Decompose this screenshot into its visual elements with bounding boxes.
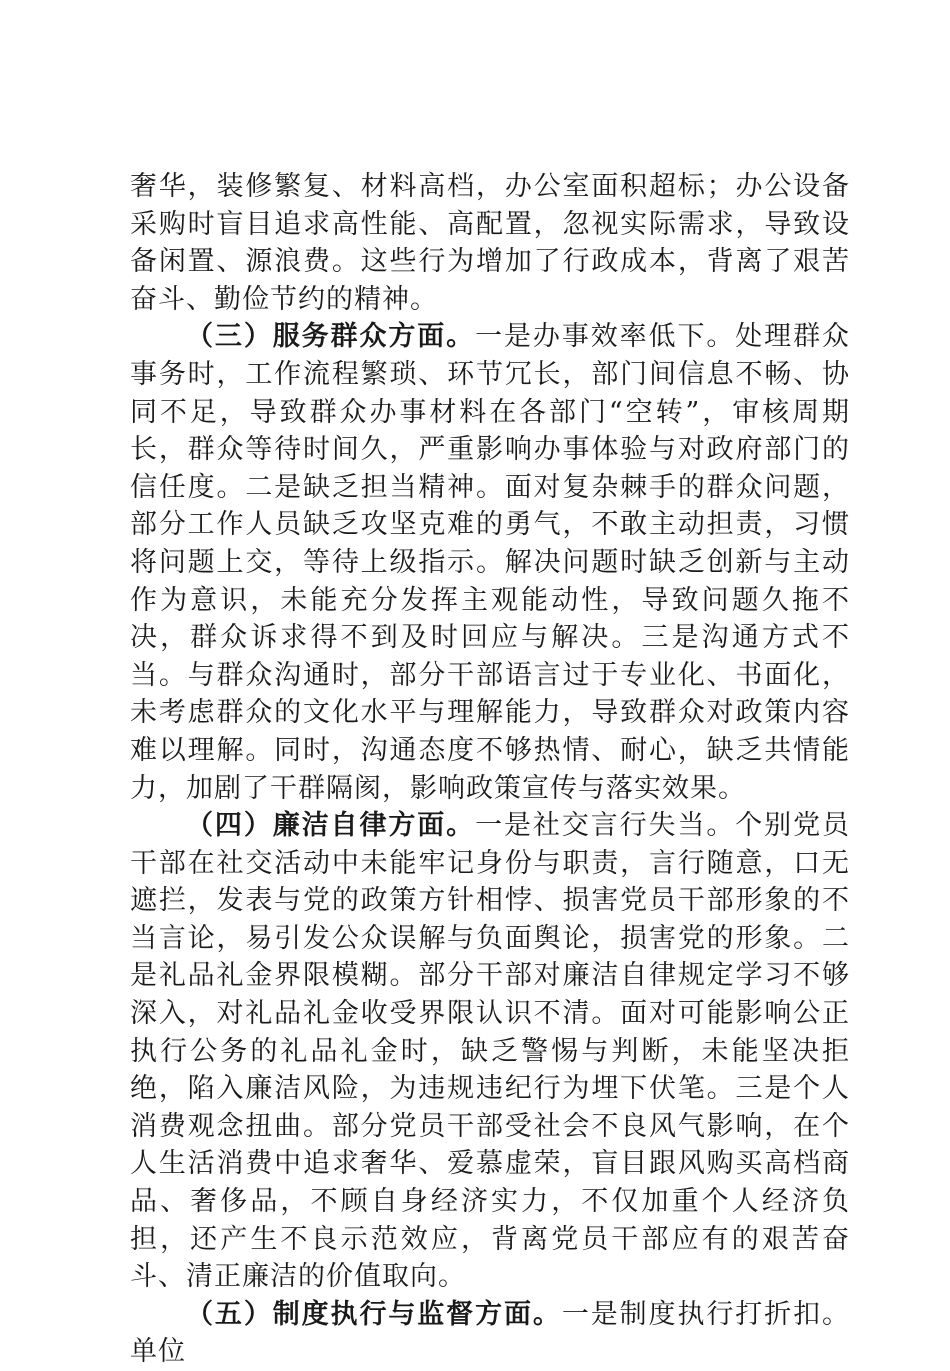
paragraph-integrity-discipline — [130, 807, 850, 1296]
section-heading: （三）服务群众方面。 — [186, 321, 476, 353]
paragraph-continuation — [130, 168, 850, 318]
paragraph-text: 一是社交言行失当。个别党员干部在社交活动中未能牢记身份与职责，言行随意，口无遮拦，发表与党的政策方针相悖、损害党员干部形象的不当言论，易引发公众误解与负面舆论，损害党的形象。二是礼品礼金界限模糊。部分干部对廉洁自律规定学习不够深入，对礼品礼金收受界限认识不清。面对可能影响公正执行公务的礼品礼金时，缺乏警惕与判断，未能坚决拒绝，陷入廉洁风险，为违规违纪行为埋下伏笔。三是个人消费观念扭曲。部分党员干部受社会不良风气影响，在个人生活消费中追求奢华、爱慕虚荣，盲目跟风购买高档商品、奢侈品，不顾自身经济实力，不仅加重个人经济负担，还产生不良示范效应，背离党员干部应有的艰苦奋斗、清正廉洁的价值取向。 — [130, 810, 851, 1293]
section-heading: （五）制度执行与监督方面。 — [186, 1298, 562, 1330]
section-heading: （四）廉洁自律方面。 — [186, 810, 476, 842]
document-page — [130, 168, 850, 1371]
paragraph-system-execution — [130, 1296, 850, 1371]
paragraph-text: 一是制度执行打折扣。单位 — [130, 1298, 851, 1368]
paragraph-text: 奢华，装修繁复、材料高档，办公室面积超标；办公设备采购时盲目追求高性能、高配置，忽视实际需求，导致设备闲置、源浪费。这些行为增加了行政成本，背离了艰苦奋斗、勤俭节约的精神。 — [130, 171, 850, 315]
paragraph-service-masses — [130, 318, 850, 807]
paragraph-text: 一是办事效率低下。处理群众事务时，工作流程繁琐、环节冗长，部门间信息不畅、协同不足，导致群众办事材料在各部门“空转”，审核周期长，群众等待时间久，严重影响办事体验与对政府部门的信任度。二是缺乏担当精神。面对复杂棘手的群众问题，部分工作人员缺乏攻坚克难的勇气，不敢主动担责，习惯将问题上交，等待上级指示。解决问题时缺乏创新与主动作为意识，未能充分发挥主观能动性，导致问题久拖不决，群众诉求得不到及时回应与解决。三是沟通方式不当。与群众沟通时，部分干部语言过于专业化、书面化，未考虑群众的文化水平与理解能力，导致群众对政策内容难以理解。同时，沟通态度不够热情、耐心，缺乏共情能力，加剧了干群隔阂，影响政策宣传与落实效果。 — [130, 321, 851, 804]
